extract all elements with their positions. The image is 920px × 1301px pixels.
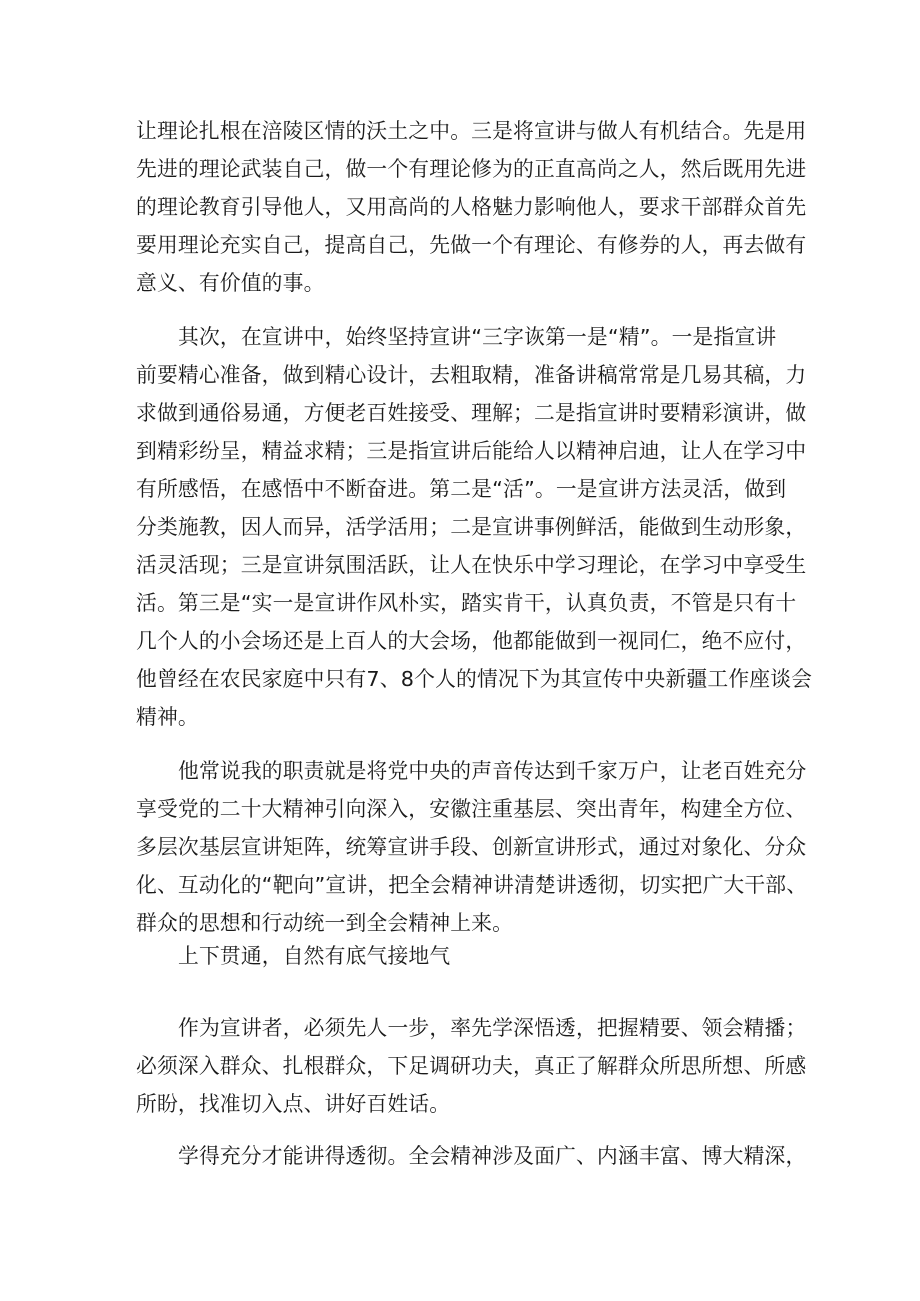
paragraph-6 [136, 1137, 807, 1175]
text-line: 群众的思想和行动统一到全会精神上来。 [136, 911, 514, 935]
text-line: 活。第三是“实一是宣讲作风朴实，踏实肯干，认真负责，不管是只有十 [136, 591, 797, 615]
paragraph-5 [136, 1009, 807, 1123]
text-line: 多层次基层宣讲矩阵，统筹宣讲手段、创新宣讲形式，通过对象化、分众 [136, 835, 807, 859]
text-line: 的理论教育引导他人，又用高尚的人格魅力影响他人，要求干部群众首先 [136, 195, 807, 219]
text-line: 要用理论充实自己，提高自己，先做一个有理论、有修券的人，再去做有 [136, 233, 807, 257]
text-line: 几个人的小会场还是上百人的大会场，他都能做到一视同仁，绝不应付， [136, 629, 807, 653]
text-line: 他曾经在农民家庭中只有7、8个人的情况下为其宣传中央新疆工作座谈会 [136, 667, 813, 691]
text-line: 作为宣讲者，必须先人一步，率先学深悟透，把握精要、领会精播； [178, 1016, 807, 1040]
text-line: 他常说我的职责就是将党中央的声音传达到千家万户，让老百姓充分 [178, 759, 807, 783]
text-line: 前要精心准备，做到精心设计，去粗取精，准备讲稿常常是几易其稿，力 [136, 363, 807, 387]
paragraph-2 [136, 318, 813, 736]
text-line: 分类施教，因人而异，活学活用；二是宣讲事例鲜活，能做到生动形象， [136, 515, 807, 539]
paragraph-3 [136, 752, 808, 942]
paragraph-1 [136, 112, 807, 302]
text-line: 意义、有价值的事。 [136, 271, 325, 295]
text-line: 其次，在宣讲中，始终坚持宣讲“三字诙第一是“精”。一是指宣讲 [178, 325, 777, 349]
text-line: 上下贯通，自然有底气接地气 [178, 944, 451, 968]
text-line: 享受党的二十大精神引向深入，安徽注重基层、突出青年，构建全方位、 [136, 797, 807, 821]
text-line: 有所感悟，在感悟中不断奋进。第二是“活”。一是宣讲方法灵活，做到 [136, 477, 787, 501]
text-line: 必须深入群众、扎根群众，下足调研功夫，真正了解群众所思所想、所感 [136, 1054, 807, 1078]
text-line: 活灵活现；三是宣讲氛围活跃，让人在快乐中学习理论，在学习中享受生 [136, 553, 807, 577]
text-line: 求做到通俗易通，方便老百姓接受、理解；二是指宣讲时要精彩演讲，做 [136, 401, 807, 425]
text-line: 所盼，找准切入点、讲好百姓话。 [136, 1092, 451, 1116]
text-line: 到精彩纷呈，精益求精；三是指宣讲后能给人以精神启迪，让人在学习中 [136, 439, 807, 463]
text-line: 精神。 [136, 705, 199, 729]
text-line: 先进的理论武装自己，做一个有理论修为的正直高尚之人，然后既用先进 [136, 157, 807, 181]
text-line: 化、互动化的“靶向”宣讲，把全会精神讲清楚讲透彻，切实把广大干部、 [136, 873, 808, 897]
text-line: 学得充分才能讲得透彻。全会精神涉及面广、内涵丰富、博大精深， [178, 1144, 807, 1168]
section-heading [136, 937, 786, 975]
text-line: 让理论扎根在涪陵区情的沃土之中。三是将宣讲与做人有机结合。先是用 [136, 119, 807, 143]
